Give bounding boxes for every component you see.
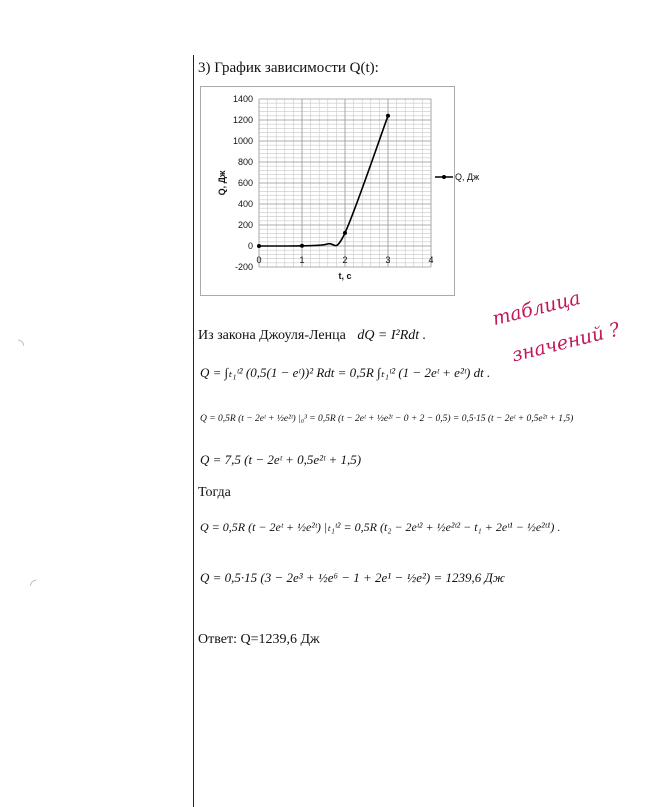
x-tick-label: 4 (428, 255, 434, 265)
general-equation: Q = 0,5R (t − 2eᵗ + ½e²ᵗ) |ₜ₁ᵗ² = 0,5R (t₂ − 2eᵗ² + ½e²ᵗ² − t₁ + 2eᵗ¹ − ½e²ᵗ¹) . (200, 520, 561, 534)
data-point (386, 114, 390, 118)
numeric-equation: Q = 0,5·15 (3 − 2e³ + ½e⁶ − 1 + 2e¹ − ½e²) = 1239,6 Дж (200, 570, 505, 585)
x-tick-label: 3 (385, 255, 391, 265)
handnote-line-2: значений ? (509, 318, 623, 367)
x-tick-label: 0 (256, 255, 262, 265)
y-tick-label: -200 (234, 262, 253, 272)
series-line (259, 116, 388, 246)
y-tick-label: 200 (237, 220, 253, 230)
legend-marker (442, 175, 446, 179)
y-tick-label: 1200 (232, 115, 253, 125)
y-axis-label: Q, Дж (217, 170, 227, 196)
y-tick-label: 800 (237, 157, 253, 167)
integral-equation: Q = ∫ₜ₁ᵗ² (0,5(1 − eᵗ))² Rdt = 0,5R ∫ₜ₁ᵗ² (1 − 2eᵗ + e²ᵗ) dt . (200, 365, 491, 380)
data-point (343, 231, 347, 235)
data-point (300, 244, 304, 248)
y-tick-label: 0 (247, 241, 253, 251)
page-margin-line (193, 55, 194, 807)
legend-label: Q, Дж (455, 172, 480, 182)
then-label: Тогда (198, 485, 231, 500)
x-tick-label: 1 (299, 255, 305, 265)
x-axis-label: t, c (338, 271, 352, 281)
answer-line: Ответ: Q=1239,6 Дж (198, 632, 320, 647)
handnote-line-1: таблица (490, 286, 583, 331)
y-tick-label: 1400 (232, 94, 253, 104)
simplified-equation: Q = 7,5 (t − 2eᵗ + 0,5e²ᵗ + 1,5) (200, 452, 362, 467)
data-point (257, 244, 261, 248)
antiderivative-equation: Q = 0,5R (t − 2eᵗ + ½e²ᵗ) |₀³ = 0,5R (t − 2eᵗ + ½e²ᵗ − 0 + 2 − 0,5) = 0,5·15 (t − 2eᵗ + 0,5e²ᵗ + 1,5) (200, 414, 574, 424)
y-tick-label: 1000 (232, 136, 253, 146)
joule-law-line (198, 328, 426, 344)
y-tick-label: 400 (237, 199, 253, 209)
handwritten-note (488, 271, 624, 378)
joule-formula: dQ = I²Rdt . (357, 328, 427, 343)
q-vs-t-chart (201, 87, 480, 295)
scan-mark-left-top: ◝ (18, 337, 25, 354)
section-heading: 3) График зависимости Q(t): (198, 60, 379, 76)
x-tick-label: 2 (342, 255, 348, 265)
chart-frame (200, 86, 480, 296)
y-tick-label: 600 (237, 178, 253, 188)
joule-intro: Из закона Джоуля-Ленца (198, 328, 346, 343)
scan-mark-left-bottom: ◜ (30, 577, 37, 594)
